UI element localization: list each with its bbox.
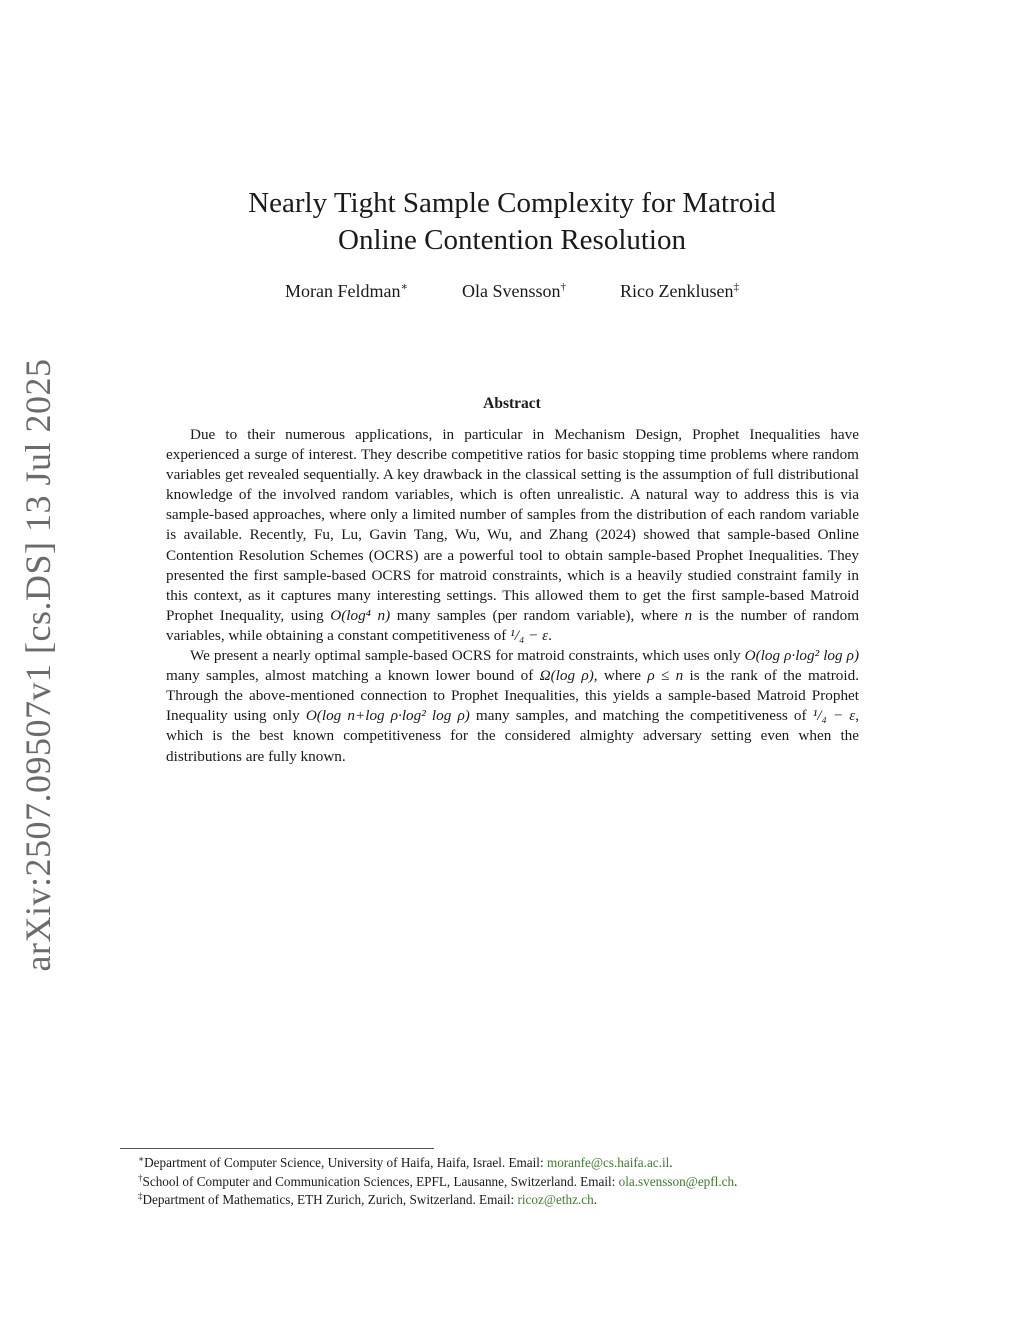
math-expression: ¹/₄ − ε xyxy=(510,626,549,644)
abstract-text: , where xyxy=(593,667,648,685)
email-link[interactable]: moranfe@cs.haifa.ac.il xyxy=(546,1155,670,1170)
abstract-text: is the rank of the matroid. Through the above-mentioned connection to Prophet Inequalities, this yields a sample-based Matroid Prophet Inequality using only xyxy=(166,667,859,725)
abstract-text: many samples, and matching the competitiveness of xyxy=(469,707,813,725)
footnote-text: Department of Mathematics, ETH Zurich, Zurich, Switzerland. Email: xyxy=(142,1192,518,1207)
arxiv-side-stamp xyxy=(8,358,68,972)
abstract-paragraph-2 xyxy=(166,646,859,767)
author-name: Moran Feldman xyxy=(285,281,401,301)
author-3 xyxy=(620,281,739,302)
footnote-text: Department of Computer Science, University of Haifa, Haifa, Israel. Email: xyxy=(144,1155,547,1170)
math-expression: O(log⁴ n) xyxy=(330,606,391,624)
author-list xyxy=(150,281,874,302)
footnote-2 xyxy=(138,1173,918,1192)
abstract-text: We present a nearly optimal sample-based OCRS for matroid constraints, which uses only xyxy=(190,647,745,665)
author-footnote-mark: ∗ xyxy=(400,281,408,293)
math-expression: Ω(log ρ) xyxy=(539,667,594,685)
footnote-mark: ‡ xyxy=(138,1191,143,1201)
author-1 xyxy=(285,281,408,302)
author-name: Ola Svensson xyxy=(461,281,561,301)
title-line-1: Nearly Tight Sample Complexity for Matroid xyxy=(248,187,776,219)
abstract-text: , which is the best known competitiveness for the considered almighty adversary setting even when the distributions are fully known. xyxy=(166,707,860,765)
author-footnote-mark: ‡ xyxy=(733,281,739,293)
footnote-end: . xyxy=(669,1155,673,1170)
abstract-heading: Abstract xyxy=(483,395,541,412)
email-link[interactable]: ola.svensson@epfl.ch xyxy=(618,1173,735,1189)
abstract-text: many samples (per random variable), where xyxy=(390,606,685,624)
title-line-2: Online Contention Resolution xyxy=(338,224,686,256)
footnote-3 xyxy=(138,1191,918,1210)
arxiv-identifier: arXiv:2507.09507v1 [cs.DS] 13 Jul 2025 xyxy=(18,358,58,972)
math-expression: ρ ≤ n xyxy=(647,667,684,685)
footnote-end: . xyxy=(593,1192,598,1207)
footnote-1 xyxy=(138,1154,918,1173)
author-name: Rico Zenklusen xyxy=(619,281,734,301)
abstract-body xyxy=(166,425,859,767)
footnote-mark: ∗ xyxy=(138,1154,145,1164)
abstract-paragraph-1 xyxy=(166,425,859,646)
footnote-text: School of Computer and Communication Sciences, EPFL, Lausanne, Switzerland. Email: xyxy=(142,1173,619,1189)
math-expression: n xyxy=(684,606,693,624)
author-footnote-mark: † xyxy=(560,281,566,293)
footnote-end: . xyxy=(734,1173,738,1189)
math-expression: O(log ρ·log² log ρ) xyxy=(744,647,860,665)
abstract-text: Due to their numerous applications, in particular in Mechanism Design, Prophet Inequalities have experienced a surge of interest. They describe competitive ratios for basic stopping time problems where random variables get revealed sequentially. A key drawback in the classical setting is the assumption of full distributional knowledge of the involved random variables, which is often unrealistic. A natural way to address this is via sample-based approaches, where only a limited number of samples from the distribution of each random variable is available. Recently, Fu, Lu, Gavin Tang, Wu, Wu, and Zhang (2024) showed that sample-based Online Contention Resolution Schemes (OCRS) are a powerful tool to obtain sample-based Prophet Inequalities. They presented the first sample-based OCRS for matroid constraints, which is a heavily studied constraint family in this context, as it captures many interesting settings. This allowed them to get the first sample-based Matroid Prophet Inequality, using xyxy=(166,426,859,624)
math-expression: ¹/₄ − ε xyxy=(812,707,856,725)
abstract-text: . xyxy=(548,626,552,644)
paper-title xyxy=(150,185,874,259)
footnote-divider xyxy=(120,1148,434,1149)
email-link[interactable]: ricoz@ethz.ch xyxy=(517,1192,594,1207)
author-2 xyxy=(462,281,566,302)
footnotes xyxy=(138,1154,918,1210)
abstract-text: many samples, almost matching a known lower bound of xyxy=(166,667,540,685)
abstract-text: is the number of random variables, while obtaining a constant competitiveness of xyxy=(166,606,860,644)
footnote-mark: † xyxy=(138,1172,143,1183)
math-expression: O(log n+log ρ·log² log ρ) xyxy=(305,707,470,725)
